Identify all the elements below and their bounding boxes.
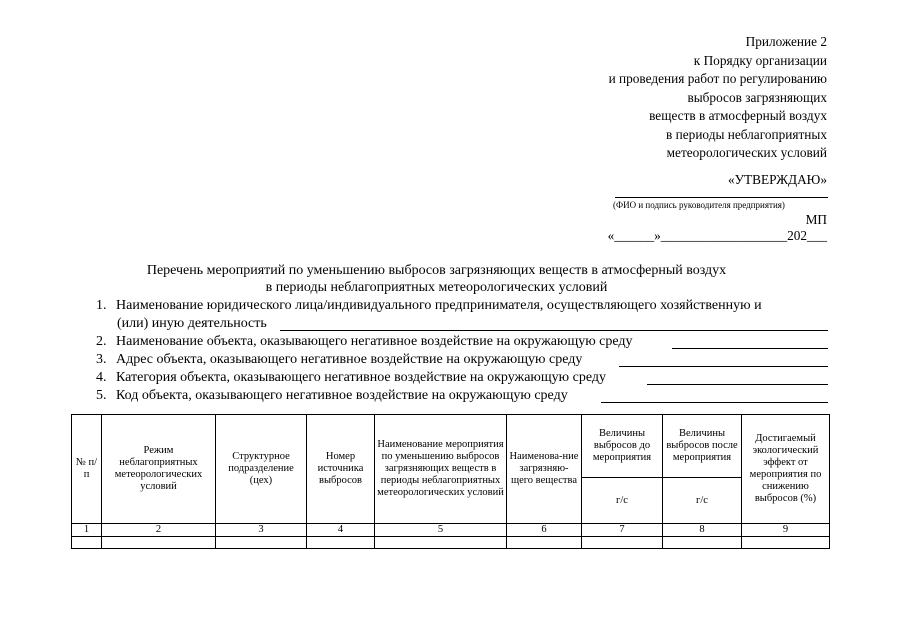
signature-caption: (ФИО и подпись руководителя предприятия)	[613, 200, 785, 210]
table-cell[interactable]	[582, 537, 663, 549]
column-number: 3	[216, 524, 307, 537]
fill-line[interactable]	[647, 384, 828, 385]
header-mode: Режим неблагоприятных метеорологических условий	[102, 415, 216, 524]
table-cell[interactable]	[742, 537, 830, 549]
column-numbers-row	[72, 524, 830, 537]
table-cell[interactable]	[507, 537, 582, 549]
stamp-label: МП	[805, 212, 827, 227]
header-after: Величины выбросов после мероприятия	[663, 415, 742, 478]
item-number: 1.	[96, 298, 107, 313]
column-number: 4	[307, 524, 375, 537]
list-item	[96, 351, 582, 369]
document-subtitle: в периоды неблагоприятных метеорологических условий	[265, 280, 608, 295]
appendix-line: метеорологических условий	[666, 145, 827, 160]
item-number: 5.	[96, 388, 107, 403]
table-cell[interactable]	[375, 537, 507, 549]
appendix-line: в периоды неблагоприятных	[666, 126, 827, 142]
header-substance: Наименова-ние загрязняю-щего вещества	[507, 415, 582, 524]
list-item: (или) иную деятельность	[117, 316, 267, 331]
header-source: Номер источника выбросов	[307, 415, 375, 524]
table-cell[interactable]	[216, 537, 307, 549]
header-before: Величины выбросов до мероприятия	[582, 415, 663, 478]
item-number: 2.	[96, 334, 107, 349]
fill-line[interactable]	[601, 402, 828, 403]
unit-after: г/с	[663, 478, 742, 524]
column-number: 7	[582, 524, 663, 537]
item-text: Код объекта, оказывающего негативное воздействие на окружающую среду	[116, 388, 568, 403]
list-item	[96, 369, 606, 387]
appendix-line: веществ в атмосферный воздух	[649, 108, 827, 123]
fill-line[interactable]	[672, 348, 828, 349]
column-number: 6	[507, 524, 582, 537]
column-number: 5	[375, 524, 507, 537]
fill-line[interactable]	[619, 366, 828, 367]
column-number: 2	[102, 524, 216, 537]
signature-line[interactable]	[615, 197, 828, 198]
column-number: 9	[742, 524, 830, 537]
table-cell[interactable]	[72, 537, 102, 549]
unit-before: г/с	[582, 478, 663, 524]
item-text: Адрес объекта, оказывающего негативное воздействие на окружающую среду	[116, 352, 583, 367]
table-cell[interactable]	[663, 537, 742, 549]
list-item	[96, 333, 633, 351]
document-title: Перечень мероприятий по уменьшению выбросов загрязняющих веществ в атмосферный воздух	[146, 263, 727, 278]
item-text: Категория объекта, оказывающего негативное воздействие на окружающую среду	[116, 370, 606, 385]
column-number: 8	[663, 524, 742, 537]
item-number: 4.	[96, 370, 107, 385]
header-measure: Наименование мероприятия по уменьшению выбросов загрязняющих веществ в периоды неблагоприятных метеорологических условий	[375, 415, 507, 524]
list-item	[96, 297, 762, 315]
item-number: 3.	[96, 352, 107, 367]
list-item	[96, 387, 568, 405]
header-department: Структурное подразделение (цех)	[216, 415, 307, 524]
header-number: № п/п	[72, 415, 102, 524]
table-row[interactable]	[72, 537, 830, 549]
table-cell[interactable]	[307, 537, 375, 549]
approval-date[interactable]: «______»___________________202___	[607, 228, 827, 243]
fill-line[interactable]	[280, 330, 828, 331]
column-number: 1	[72, 524, 102, 537]
header-effect: Достигаемый экологический эффект от мероприятия по снижению выбросов (%)	[742, 415, 830, 524]
appendix-line: к Порядку организации	[693, 52, 827, 68]
appendix-block	[609, 33, 827, 163]
appendix-line: и проведения работ по регулированию	[608, 71, 827, 86]
measures-table	[71, 414, 830, 549]
appendix-line: Приложение 2	[745, 34, 827, 49]
approve-label: «УТВЕРЖДАЮ»	[727, 172, 827, 187]
table-cell[interactable]	[102, 537, 216, 549]
item-text: Наименование юридического лица/индивидуального предпринимателя, осуществляющего хозяйственную и	[116, 298, 762, 313]
appendix-line: выбросов загрязняющих	[687, 89, 827, 105]
item-text: Наименование объекта, оказывающего негативное воздействие на окружающую среду	[116, 334, 633, 349]
